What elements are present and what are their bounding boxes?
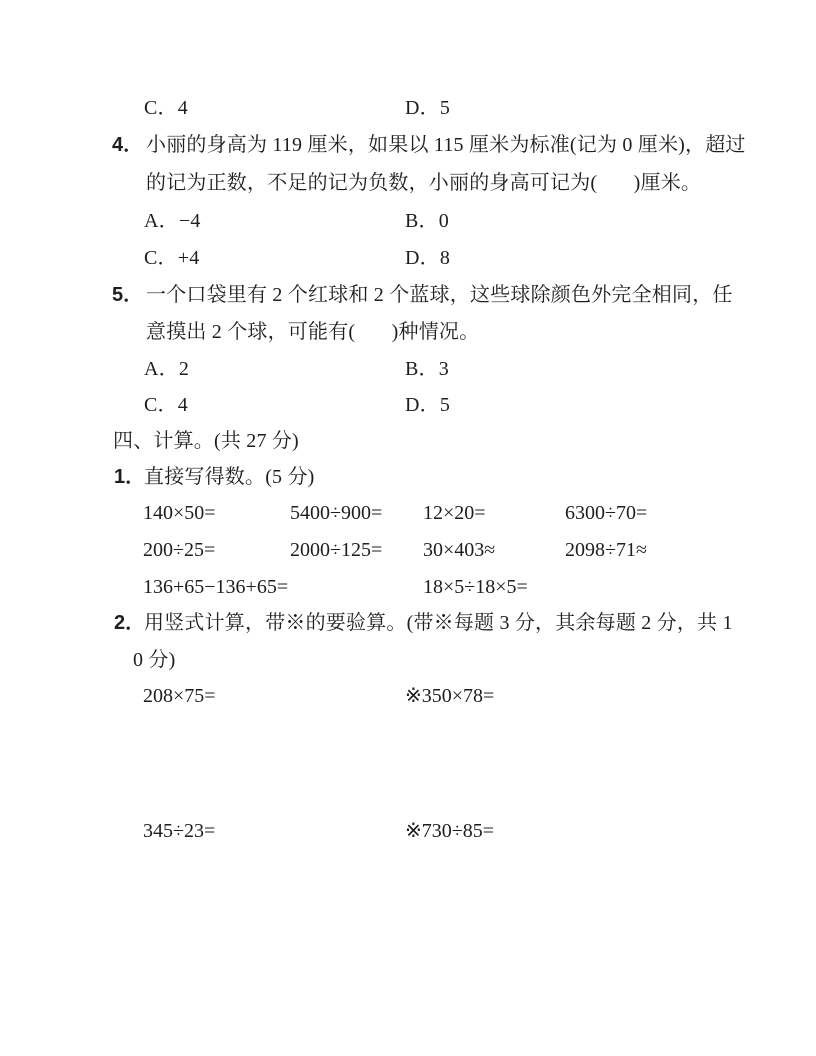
question-4-option-b: B．0: [405, 210, 449, 232]
question-4-text-line1: 小丽的身高为 119 厘米，如果以 115 厘米为标准(记为 0 厘米)，超过: [146, 134, 746, 156]
prev-option-c: C．4: [144, 97, 188, 119]
section-4-sub2-title-line1: 用竖式计算，带※的要验算。(带※每题 3 分，其余每题 2 分，共 1: [144, 612, 733, 634]
question-4-text-line2: 的记为正数，不足的记为负数，小丽的身高可记为( )厘米。: [146, 172, 702, 194]
calc-expression: 136+65−136+65=: [143, 576, 289, 598]
question-5-option-c: C．4: [144, 394, 188, 416]
calc-expression: 5400÷900=: [290, 502, 383, 524]
prev-option-d: D．5: [405, 97, 451, 119]
question-4-option-a: A．−4: [144, 210, 201, 232]
calc-expression: 6300÷70=: [565, 502, 648, 524]
calc-expression: 140×50=: [143, 502, 216, 524]
calc-expression: ※350×78=: [405, 685, 495, 707]
question-5-option-d: D．5: [405, 394, 451, 416]
section-4-heading: 四、计算。(共 27 分): [113, 430, 299, 452]
calc-expression: 208×75=: [143, 685, 216, 707]
question-5-number: 5．: [112, 284, 144, 306]
calc-expression: 30×403≈: [423, 539, 496, 561]
question-5-text-line1: 一个口袋里有 2 个红球和 2 个蓝球，这些球除颜色外完全相同，任: [146, 284, 733, 306]
calc-expression: 345÷23=: [143, 820, 216, 842]
question-4-option-c: C．+4: [144, 247, 200, 269]
calc-expression: 2098÷71≈: [565, 539, 647, 561]
question-4-option-d: D．8: [405, 247, 451, 269]
section-4-sub2-title-line2: 0 分): [133, 649, 176, 671]
section-4-sub2-number: 2．: [114, 612, 146, 634]
question-5-option-a: A．2: [144, 358, 190, 380]
section-4-sub1-title: 直接写得数。(5 分): [144, 466, 315, 488]
calc-expression: 2000÷125=: [290, 539, 383, 561]
calc-expression: 18×5÷18×5=: [423, 576, 528, 598]
question-5-text-line2: 意摸出 2 个球，可能有( )种情况。: [146, 321, 480, 343]
calc-expression: ※730÷85=: [405, 820, 495, 842]
calc-expression: 200÷25=: [143, 539, 216, 561]
calc-expression: 12×20=: [423, 502, 486, 524]
question-5-option-b: B．3: [405, 358, 449, 380]
question-4-number: 4．: [112, 134, 144, 156]
section-4-sub1-number: 1．: [114, 466, 146, 488]
